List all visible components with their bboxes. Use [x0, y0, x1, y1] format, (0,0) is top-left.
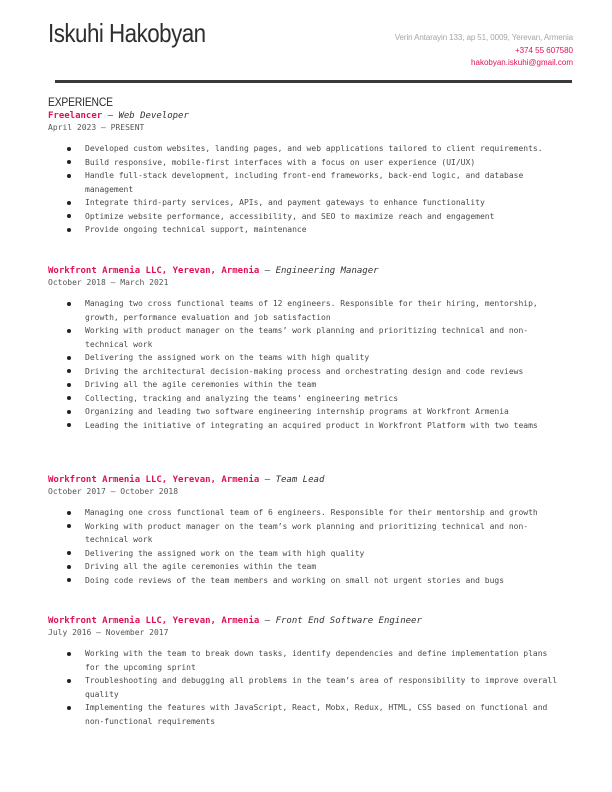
separator: —	[264, 616, 271, 626]
job-dates: October 2017 – October 2018	[48, 487, 179, 496]
bullet-item: Collecting, tracking and analyzing the teams’ engineering metrics	[48, 392, 564, 406]
company-name: Workfront Armenia LLC, Yerevan, Armenia	[48, 616, 260, 626]
job-role: Engineering Manager	[275, 266, 379, 276]
job-role: Web Developer	[118, 111, 189, 121]
job-role: Front End Software Engineer	[275, 616, 422, 626]
bullet-item: Troubleshooting and debugging all problems in the team’s area of responsibility to improve overall quality	[48, 674, 564, 701]
job-entry	[48, 265, 568, 432]
separator: —	[107, 111, 114, 121]
bullet-item: Handle full-stack development, including front-end frameworks, back-end logic, and database management	[48, 169, 564, 196]
bullet-item: Developed custom websites, landing pages, and web applications tailored to client requirements.	[48, 142, 564, 156]
bullet-item: Provide ongoing technical support, maintenance	[48, 223, 564, 237]
company-name: Workfront Armenia LLC, Yerevan, Armenia	[48, 475, 260, 485]
phone-number[interactable]: +374 55 607580	[514, 45, 573, 55]
address: Verin Antarayin 133, ap 51, 0009, Yerevan, Armenia	[394, 33, 573, 42]
company-name: Workfront Armenia LLC, Yerevan, Armenia	[48, 266, 260, 276]
job-bullets	[48, 142, 568, 237]
bullet-item: Implementing the features with JavaScript, React, Mobx, Redux, HTML, CSS based on functional and non-functional requirements	[48, 701, 564, 728]
company-name: Freelancer	[48, 111, 103, 121]
job-heading	[48, 474, 568, 486]
job-entry	[48, 615, 568, 728]
bullet-item: Working with product manager on the teams’ work planning and prioritizing technical and non-technical work	[48, 324, 564, 351]
bullet-item: Build responsive, mobile-first interfaces with a focus on user experience (UI/UX)	[48, 156, 564, 170]
bullet-item: Doing code reviews of the team members and working on small not urgent stories and bugs	[48, 574, 564, 588]
bullet-item: Managing one cross functional team of 6 engineers. Responsible for their mentorship and growth	[48, 506, 564, 520]
section-title-experience: EXPERIENCE	[48, 95, 113, 109]
job-bullets	[48, 647, 568, 728]
bullet-item: Organizing and leading two software engineering internship programs at Workfront Armenia	[48, 405, 564, 419]
separator: —	[264, 475, 271, 485]
job-bullets	[48, 506, 568, 587]
bullet-item: Integrate third-party services, APIs, and payment gateways to enhance functionality	[48, 196, 564, 210]
email-link[interactable]: hakobyan.iskuhi@gmail.com	[471, 58, 573, 67]
resume-header	[48, 18, 573, 78]
job-entry	[48, 474, 568, 587]
bullet-item: Optimize website performance, accessibility, and SEO to maximize reach and engagement	[48, 210, 564, 224]
job-role: Team Lead	[275, 475, 325, 485]
bullet-item: Driving the architectural decision-making process and orchestrating design and code reviews	[48, 365, 564, 379]
job-heading	[48, 110, 568, 122]
job-dates: July 2016 – November 2017	[48, 628, 169, 637]
job-entry	[48, 110, 568, 237]
bullet-item: Driving all the agile ceremonies within the team	[48, 560, 564, 574]
candidate-name: Iskuhi Hakobyan	[48, 18, 206, 48]
header-divider	[55, 80, 572, 83]
job-heading	[48, 265, 568, 277]
bullet-item: Leading the initiative of integrating an acquired product in Workfront Platform with two teams	[48, 419, 564, 433]
bullet-item: Working with the team to break down tasks, identify dependencies and define implementation plans for the upcoming sprint	[48, 647, 564, 674]
separator: —	[264, 266, 271, 276]
job-dates: April 2023 – PRESENT	[48, 123, 145, 132]
job-bullets	[48, 297, 568, 432]
bullet-item: Delivering the assigned work on the team with high quality	[48, 547, 564, 561]
contact-info	[395, 32, 573, 70]
bullet-item: Driving all the agile ceremonies within the team	[48, 378, 564, 392]
job-dates: October 2018 – March 2021	[48, 278, 169, 287]
bullet-item: Managing two cross functional teams of 12 engineers. Responsible for their hiring, mentorship, growth, performance evaluation and job satisfaction	[48, 297, 564, 324]
bullet-item: Working with product manager on the team’s work planning and prioritizing technical and non-technical work	[48, 520, 564, 547]
job-heading	[48, 615, 568, 627]
bullet-item: Delivering the assigned work on the teams with high quality	[48, 351, 564, 365]
